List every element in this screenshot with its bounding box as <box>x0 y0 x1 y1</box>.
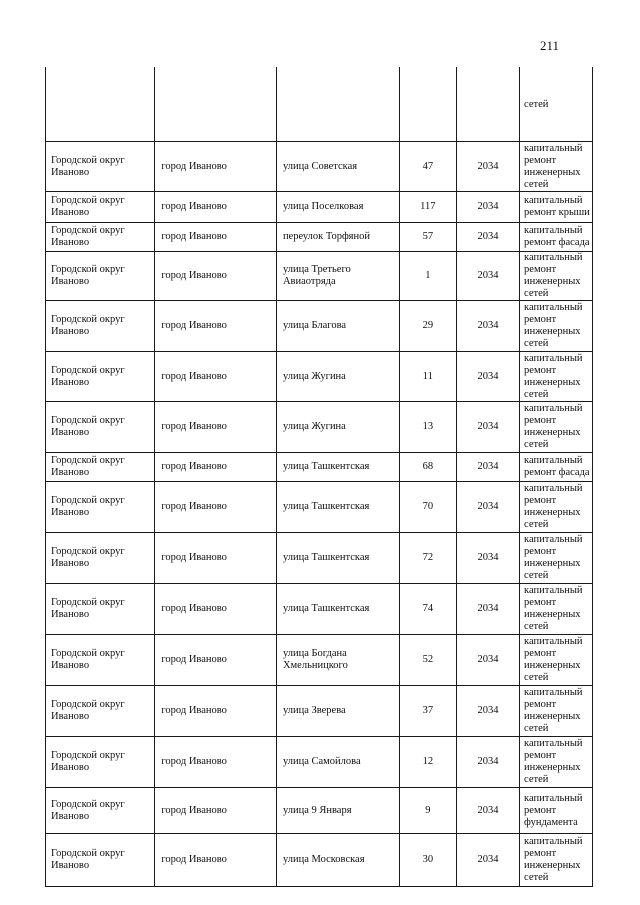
cell-year: 2034 <box>457 352 520 402</box>
cell-year: 2034 <box>457 737 520 788</box>
cell-street: улица Поселковая <box>276 192 399 223</box>
cell-house: 70 <box>399 482 456 533</box>
table-row <box>46 402 593 453</box>
table-row <box>46 352 593 402</box>
table-row <box>46 533 593 584</box>
cell-city: город Иваново <box>155 352 277 402</box>
cell-district: Городской округ Иваново <box>46 192 155 223</box>
cell-city: город Иваново <box>155 453 277 482</box>
cell-work: капитальный ремонт инженерных сетей <box>520 352 593 402</box>
cell-work: сетей <box>520 67 593 142</box>
cell-district <box>46 67 155 142</box>
cell-house: 47 <box>399 142 456 192</box>
cell-street: улица Ташкентская <box>276 533 399 584</box>
cell-city: город Иваново <box>155 635 277 686</box>
cell-work: капитальный ремонт инженерных сетей <box>520 686 593 737</box>
cell-house: 1 <box>399 252 456 301</box>
cell-street: улица Советская <box>276 142 399 192</box>
cell-work: капитальный ремонт инженерных сетей <box>520 402 593 453</box>
cell-work: капитальный ремонт фундамента <box>520 788 593 834</box>
table-row <box>46 635 593 686</box>
table-row <box>46 788 593 834</box>
table-body <box>46 67 593 887</box>
cell-district: Городской округ Иваново <box>46 737 155 788</box>
cell-street: переулок Торфяной <box>276 223 399 252</box>
table-row <box>46 737 593 788</box>
cell-year <box>457 67 520 142</box>
cell-street: улица 9 Января <box>276 788 399 834</box>
cell-house: 72 <box>399 533 456 584</box>
cell-year: 2034 <box>457 533 520 584</box>
cell-city: город Иваново <box>155 686 277 737</box>
cell-work: капитальный ремонт фасада <box>520 223 593 252</box>
table-row <box>46 453 593 482</box>
cell-year: 2034 <box>457 223 520 252</box>
cell-street: улица Благова <box>276 301 399 352</box>
cell-year: 2034 <box>457 252 520 301</box>
table-row <box>46 192 593 223</box>
repair-schedule-table <box>45 67 593 887</box>
cell-district: Городской округ Иваново <box>46 252 155 301</box>
cell-district: Городской округ Иваново <box>46 482 155 533</box>
cell-street: улица Богдана Хмельницкого <box>276 635 399 686</box>
cell-city: город Иваново <box>155 788 277 834</box>
table-row <box>46 686 593 737</box>
cell-year: 2034 <box>457 788 520 834</box>
cell-district: Городской округ Иваново <box>46 402 155 453</box>
cell-city: город Иваново <box>155 584 277 635</box>
cell-year: 2034 <box>457 192 520 223</box>
cell-year: 2034 <box>457 834 520 887</box>
cell-district: Городской округ Иваново <box>46 352 155 402</box>
table-row <box>46 252 593 301</box>
cell-work: капитальный ремонт инженерных сетей <box>520 834 593 887</box>
cell-city: город Иваново <box>155 223 277 252</box>
cell-district: Городской округ Иваново <box>46 686 155 737</box>
cell-year: 2034 <box>457 482 520 533</box>
cell-house <box>399 67 456 142</box>
cell-house: 68 <box>399 453 456 482</box>
cell-street: улица Третьего Авиаотряда <box>276 252 399 301</box>
cell-city: город Иваново <box>155 301 277 352</box>
cell-district: Городской округ Иваново <box>46 834 155 887</box>
cell-city <box>155 67 277 142</box>
cell-city: город Иваново <box>155 482 277 533</box>
cell-house: 29 <box>399 301 456 352</box>
cell-house: 12 <box>399 737 456 788</box>
cell-city: город Иваново <box>155 533 277 584</box>
cell-work: капитальный ремонт фасада <box>520 453 593 482</box>
cell-work: капитальный ремонт инженерных сетей <box>520 635 593 686</box>
cell-street <box>276 67 399 142</box>
cell-work: капитальный ремонт инженерных сетей <box>520 301 593 352</box>
cell-work: капитальный ремонт инженерных сетей <box>520 482 593 533</box>
cell-work: капитальный ремонт инженерных сетей <box>520 584 593 635</box>
cell-year: 2034 <box>457 584 520 635</box>
cell-house: 37 <box>399 686 456 737</box>
cell-house: 52 <box>399 635 456 686</box>
cell-house: 74 <box>399 584 456 635</box>
cell-work: капитальный ремонт крыши <box>520 192 593 223</box>
cell-street: улица Жугина <box>276 402 399 453</box>
cell-district: Городской округ Иваново <box>46 635 155 686</box>
cell-city: город Иваново <box>155 142 277 192</box>
continuation-row <box>46 67 593 142</box>
cell-street: улица Ташкентская <box>276 584 399 635</box>
cell-work: капитальный ремонт инженерных сетей <box>520 533 593 584</box>
cell-house: 9 <box>399 788 456 834</box>
table-row <box>46 142 593 192</box>
cell-district: Городской округ Иваново <box>46 788 155 834</box>
table-row <box>46 223 593 252</box>
cell-house: 30 <box>399 834 456 887</box>
cell-work: капитальный ремонт инженерных сетей <box>520 142 593 192</box>
cell-house: 13 <box>399 402 456 453</box>
cell-work: капитальный ремонт инженерных сетей <box>520 252 593 301</box>
cell-district: Городской округ Иваново <box>46 223 155 252</box>
table-row <box>46 482 593 533</box>
cell-city: город Иваново <box>155 737 277 788</box>
cell-house: 117 <box>399 192 456 223</box>
cell-street: улица Самойлова <box>276 737 399 788</box>
cell-house: 11 <box>399 352 456 402</box>
cell-district: Городской округ Иваново <box>46 301 155 352</box>
cell-street: улица Зверева <box>276 686 399 737</box>
cell-street: улица Ташкентская <box>276 482 399 533</box>
cell-street: улица Московская <box>276 834 399 887</box>
cell-district: Городской округ Иваново <box>46 533 155 584</box>
table-row <box>46 301 593 352</box>
cell-district: Городской округ Иваново <box>46 453 155 482</box>
cell-city: город Иваново <box>155 834 277 887</box>
cell-district: Городской округ Иваново <box>46 584 155 635</box>
cell-street: улица Ташкентская <box>276 453 399 482</box>
cell-street: улица Жугина <box>276 352 399 402</box>
table-row <box>46 584 593 635</box>
cell-city: город Иваново <box>155 252 277 301</box>
cell-city: город Иваново <box>155 402 277 453</box>
cell-work: капитальный ремонт инженерных сетей <box>520 737 593 788</box>
cell-city: город Иваново <box>155 192 277 223</box>
cell-year: 2034 <box>457 686 520 737</box>
page-number: 211 <box>540 38 560 53</box>
cell-district: Городской округ Иваново <box>46 142 155 192</box>
cell-year: 2034 <box>457 402 520 453</box>
cell-year: 2034 <box>457 142 520 192</box>
cell-year: 2034 <box>457 301 520 352</box>
cell-house: 57 <box>399 223 456 252</box>
table-row <box>46 834 593 887</box>
cell-year: 2034 <box>457 635 520 686</box>
cell-year: 2034 <box>457 453 520 482</box>
